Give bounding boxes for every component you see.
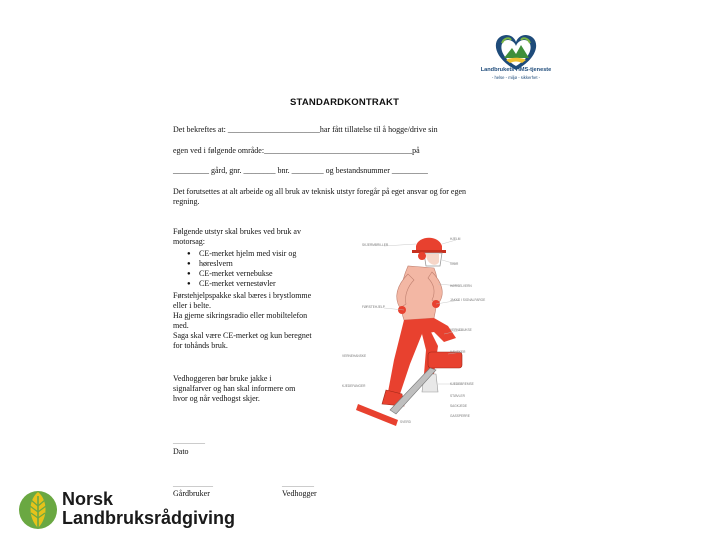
nlr-logo-line2: Landbruksrådgiving	[62, 508, 236, 528]
area-start: egen ved i følgende område:	[173, 146, 265, 155]
equipment-intro-1: Følgende utstyr skal brukes ved bruk av	[173, 227, 301, 236]
vedhogger-label: Vedhogger	[282, 489, 317, 498]
date-label: Dato	[173, 447, 189, 456]
safety-line: for tohånds bruk.	[173, 341, 228, 350]
illustration-label: SAGKJEDE	[450, 404, 468, 408]
illustration-label: SVERD	[400, 420, 411, 424]
area-line	[173, 146, 420, 156]
illustration-label: HJELM	[450, 237, 461, 241]
vedhogger-line: hvor og når vedhogst skjer.	[173, 394, 260, 403]
illustration-label: VISIR	[450, 262, 459, 266]
illustration-label: STØVLER	[450, 394, 465, 398]
equipment-item: ● CE-merket hjelm med visir og	[173, 249, 296, 259]
responsibility-line-1: Det forutsettes at alt arbeide og all bruk av teknisk utstyr foregår på eget ansvar og for egen	[173, 187, 467, 196]
safety-line: eller i belte.	[173, 301, 211, 310]
confirmation-end: har fått tillatelse til å hogge/drive sin	[319, 125, 438, 134]
vedhogger-paragraph	[173, 374, 295, 404]
safety-paragraph	[173, 291, 312, 351]
equipment-intro-2: motorsag:	[173, 237, 205, 246]
property-line: _________ gård, gnr. ________ bnr. ________ og bestandsnummer _________	[173, 166, 428, 175]
hms-logo-tagline: - helse - miljø - sikkerhet -	[491, 75, 541, 80]
equipment-list	[173, 249, 296, 289]
area-blank: _____________________________________	[264, 146, 413, 155]
gardbruker-line: __________	[173, 479, 213, 488]
date-line: ________	[173, 436, 205, 445]
responsibility-line-2: regning.	[173, 197, 200, 206]
nlr-leaf-icon	[18, 488, 58, 532]
illustration-label: HANSKER	[450, 350, 466, 354]
area-end: på	[412, 146, 420, 155]
chainsaw-worker-illustration	[338, 234, 508, 430]
hms-logo	[466, 30, 566, 86]
equipment-item: ● CE-merket vernebukse	[173, 269, 296, 279]
vedhogger-line: signalfarver og han skal informere om	[173, 384, 296, 393]
illustration-label: HØRSELVERN	[450, 284, 472, 288]
safety-line: med.	[173, 321, 189, 330]
illustration-label: SKJERMBRILLER	[362, 243, 389, 247]
illustration-label: FØRSTEHJELP	[362, 305, 385, 309]
document-title: STANDARDKONTRAKT	[290, 97, 400, 108]
confirmation-line	[173, 125, 438, 135]
illustration-label: KJEDEBREMSE	[450, 382, 474, 386]
gardbruker-label: Gårdbruker	[173, 489, 210, 498]
equipment-item: ● CE-merket vernestøvler	[173, 279, 296, 289]
illustration-label: VERNEBUKSE	[450, 328, 472, 332]
nlr-logo	[18, 488, 238, 532]
illustration-label: GASSPERRE	[450, 414, 470, 418]
confirmation-start: Det bekreftes at:	[173, 125, 228, 134]
nlr-logo-line1: Norsk	[62, 489, 114, 509]
hms-logo-name: Landbrukets HMS-tjeneste	[480, 67, 552, 73]
hms-heart-icon	[466, 30, 566, 72]
illustration-label: VERNEHANSKE	[342, 354, 367, 358]
safety-line: Ha gjerne sikringsradio eller mobiltelefon	[173, 311, 308, 320]
name-blank: _______________________	[227, 125, 320, 134]
illustration-label: JAKKE I SIGNALFARGE	[450, 298, 486, 302]
vedhogger-sign-line: ________	[282, 479, 314, 488]
chainsaw-worker-icon	[338, 234, 508, 430]
vedhogger-line: Vedhoggeren bør bruke jakke i	[173, 374, 272, 383]
equipment-item-cont: ● høreslvern	[173, 259, 296, 269]
safety-line: Saga skal være CE-merket og kun beregnet	[173, 331, 312, 340]
illustration-label: KJEDEFANGER	[342, 384, 366, 388]
safety-line: Førstehjelpspakke skal bæres i brystlomme	[173, 291, 312, 300]
